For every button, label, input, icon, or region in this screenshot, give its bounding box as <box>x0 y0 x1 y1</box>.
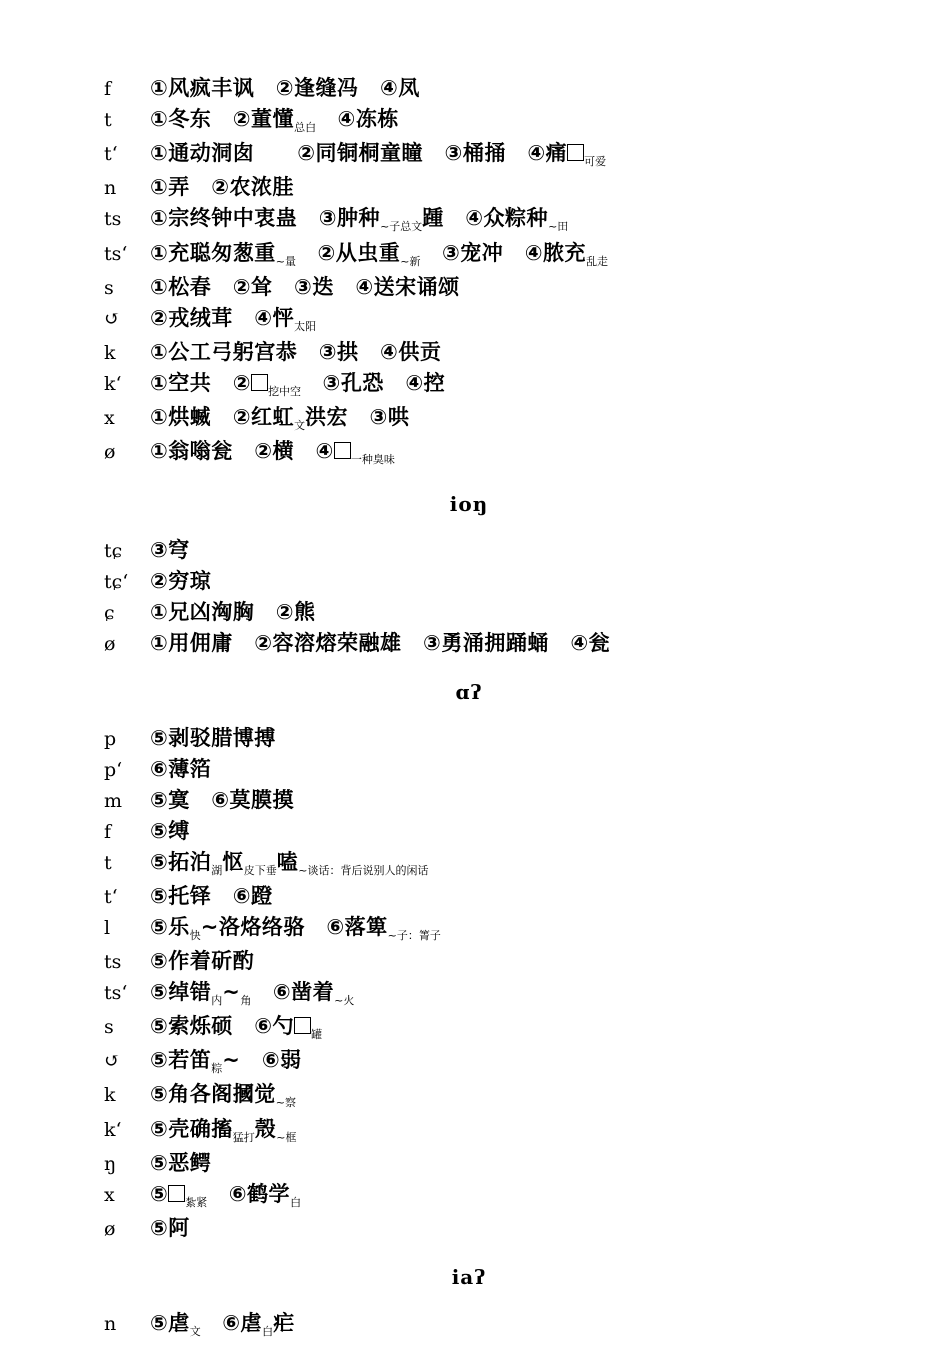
character-entries: ①弄 ②农浓胿 <box>150 175 295 200</box>
character-entries: ①兄凶洶胸 ②熊 <box>150 599 316 624</box>
initial-symbol: l <box>104 916 111 939</box>
initial-row <box>104 818 834 843</box>
empty-char-box <box>567 144 584 161</box>
initial-symbol: ø <box>104 632 116 655</box>
empty-char-box <box>168 1185 185 1202</box>
character-entries: ⑤寞 ⑥莫膜摸 <box>150 787 295 812</box>
initial-row <box>104 143 834 167</box>
character-entries: ①空共 ② $_{挖中空}$ ③孔恐 ④控 <box>150 370 446 399</box>
initial-row <box>104 849 834 877</box>
character-entries: ①公工弓躬宫恭 ③拱 ④供贡 <box>150 339 442 364</box>
initial-symbol: t <box>104 109 112 131</box>
initial-symbol: f <box>104 820 112 843</box>
character-entries: ②穷琼 <box>150 568 212 593</box>
character-entries: ①翁嗡瓮 ②横 ④ $_{一种臭味}$ <box>150 439 395 467</box>
initial-row <box>104 630 834 655</box>
initial-symbol: m <box>104 789 123 812</box>
character-entries: ①风疯丰讽 ②逢缝冯 ④凤 <box>150 76 420 100</box>
initial-symbol: n <box>104 177 117 200</box>
empty-char-box <box>251 374 268 391</box>
initial-row <box>104 883 834 908</box>
initial-symbol: ŋ <box>104 1152 117 1175</box>
character-entries: ⑤索烁硕 ⑥勺 $_罐$ <box>150 1014 323 1042</box>
initial-row <box>104 979 834 1008</box>
initial-symbol: k‘ <box>104 372 122 395</box>
initial-row <box>104 756 834 781</box>
initial-row <box>104 78 834 99</box>
character-entries: ①通动洞囱 ②同铜桐童瞳 ③桶捅 ④痛 $_{可爱}$ <box>150 141 607 169</box>
initial-row <box>104 109 834 133</box>
initial-row <box>104 407 834 431</box>
initial-row <box>104 1313 834 1337</box>
initial-symbol: k‘ <box>104 1118 122 1141</box>
initial-row <box>104 1181 834 1209</box>
initial-row <box>104 725 834 750</box>
initial-symbol: n <box>104 1313 117 1335</box>
character-entries: ⑤阿 <box>150 1216 190 1240</box>
character-entries: ⑤绰错$_内\sim_角$ ⑥凿着$_{\sim 火}$ <box>150 979 355 1008</box>
initial-row <box>104 339 834 364</box>
initial-row <box>104 370 834 399</box>
initial-symbol: x <box>104 1183 115 1206</box>
initial-row <box>104 1218 834 1239</box>
character-entries: ⑤缚 <box>150 818 190 843</box>
empty-char-box <box>294 1017 311 1034</box>
initial-symbol: t <box>104 851 112 874</box>
rime-section-heading: ɑʔ <box>455 679 483 704</box>
initial-row <box>104 240 834 268</box>
initial-symbol: s <box>104 276 114 299</box>
initial-symbol: x <box>104 407 115 430</box>
initial-row <box>104 441 834 465</box>
character-entries: ⑤乐$_快$~洛烙络骆 ⑥落箄$_{\sim 子:箐子}$ <box>150 914 441 942</box>
character-entries: ③穹 <box>150 537 190 562</box>
initial-symbol: ts <box>104 950 122 973</box>
initial-symbol: ts‘ <box>104 242 128 265</box>
initial-symbol: ↺ <box>104 307 120 330</box>
initial-symbol: ts‘ <box>104 981 128 1004</box>
character-entries: ⑤拓泊$_湖$怄$_{皮下垂}$嗑$_{\sim 谈话:背后说别人的闲话}$ <box>150 849 429 877</box>
rime-section-heading: ioŋ <box>449 491 489 516</box>
initial-symbol: s <box>104 1016 114 1039</box>
empty-char-box <box>334 442 351 459</box>
initial-symbol: p <box>104 727 117 750</box>
initial-symbol: ts <box>104 208 122 231</box>
character-entries: ①烘蝛 ②红虹$_文$洪宏 ③哄 <box>150 405 410 433</box>
initial-row <box>104 787 834 812</box>
initial-symbol: ↺ <box>104 1050 120 1073</box>
initial-row <box>104 914 834 942</box>
initial-row <box>104 1016 834 1040</box>
character-entries: ⑤壳确搐$_{猛打}$殼$_{\sim 框}$ <box>150 1116 297 1144</box>
initial-row <box>104 274 834 299</box>
initial-row <box>104 1150 834 1175</box>
initial-symbol: ø <box>104 441 116 464</box>
initial-row <box>104 1116 834 1144</box>
initial-symbol: k <box>104 1084 116 1107</box>
initial-symbol: p‘ <box>104 758 123 781</box>
character-entries: ①松春 ②耸 ③迭 ④送宋诵颂 <box>150 274 460 299</box>
initial-row <box>104 1084 834 1108</box>
initial-row <box>104 537 834 562</box>
rime-section-heading: iaʔ <box>451 1265 487 1289</box>
character-entries: ⑤剥驳腊博搏 <box>150 725 276 750</box>
character-entries: ①宗终钟中衷蛊 ③肿种$_{\sim 子总文}$踵 ④众粽种$_{\sim 田}$ <box>150 206 569 234</box>
page-content <box>104 78 834 1347</box>
initial-symbol: tɕ‘ <box>104 570 129 593</box>
initial-symbol: ɕ <box>104 601 115 624</box>
initial-row <box>104 208 834 232</box>
initial-row <box>104 1050 834 1074</box>
character-entries: ⑤恶鳄 <box>150 1150 212 1175</box>
character-entries: ①用佣庸 ②容溶熔荣融雄 ③勇涌拥踊蛹 ④瓮 <box>150 630 611 655</box>
initial-symbol: ø <box>104 1218 116 1240</box>
initial-row <box>104 177 834 198</box>
initial-row <box>104 568 834 593</box>
initial-symbol: t‘ <box>104 143 118 166</box>
character-entries: ⑥薄箔 <box>150 756 212 781</box>
initial-row <box>104 305 834 333</box>
character-entries: ⑤托铎 ⑥蹬 <box>150 883 273 908</box>
character-entries: ①冬东 ②董懂$_{总白}$ ④冻栋 <box>150 107 399 135</box>
character-entries: ⑤若笛$_粽$~ ⑥弱 <box>150 1048 302 1076</box>
character-entries: ⑤角各阁摑觉$_{\sim 察}$ <box>150 1082 296 1110</box>
character-entries: ⑤虐$_文$ ⑥虐$_白$疟 <box>150 1311 295 1339</box>
initial-row <box>104 948 834 973</box>
character-entries: ②戎绒茸 ④怦$_{太阳}$ <box>150 305 317 333</box>
initial-row <box>104 599 834 624</box>
initial-symbol: k <box>104 341 116 364</box>
initial-symbol: f <box>104 78 112 100</box>
character-entries: ①充聪匆葱重$_{\sim 量}$ ②从虫重$_{\sim 新}$ ③宠冲 ④脓充$_{乱走}$ <box>150 240 609 268</box>
character-entries: ⑤作着斫酌 <box>150 948 255 973</box>
initial-symbol: t‘ <box>104 885 118 908</box>
character-entries: ⑤ $_{紮紧}$ ⑥鹤学$_白$ <box>150 1181 302 1209</box>
initial-symbol: tɕ <box>104 539 123 562</box>
